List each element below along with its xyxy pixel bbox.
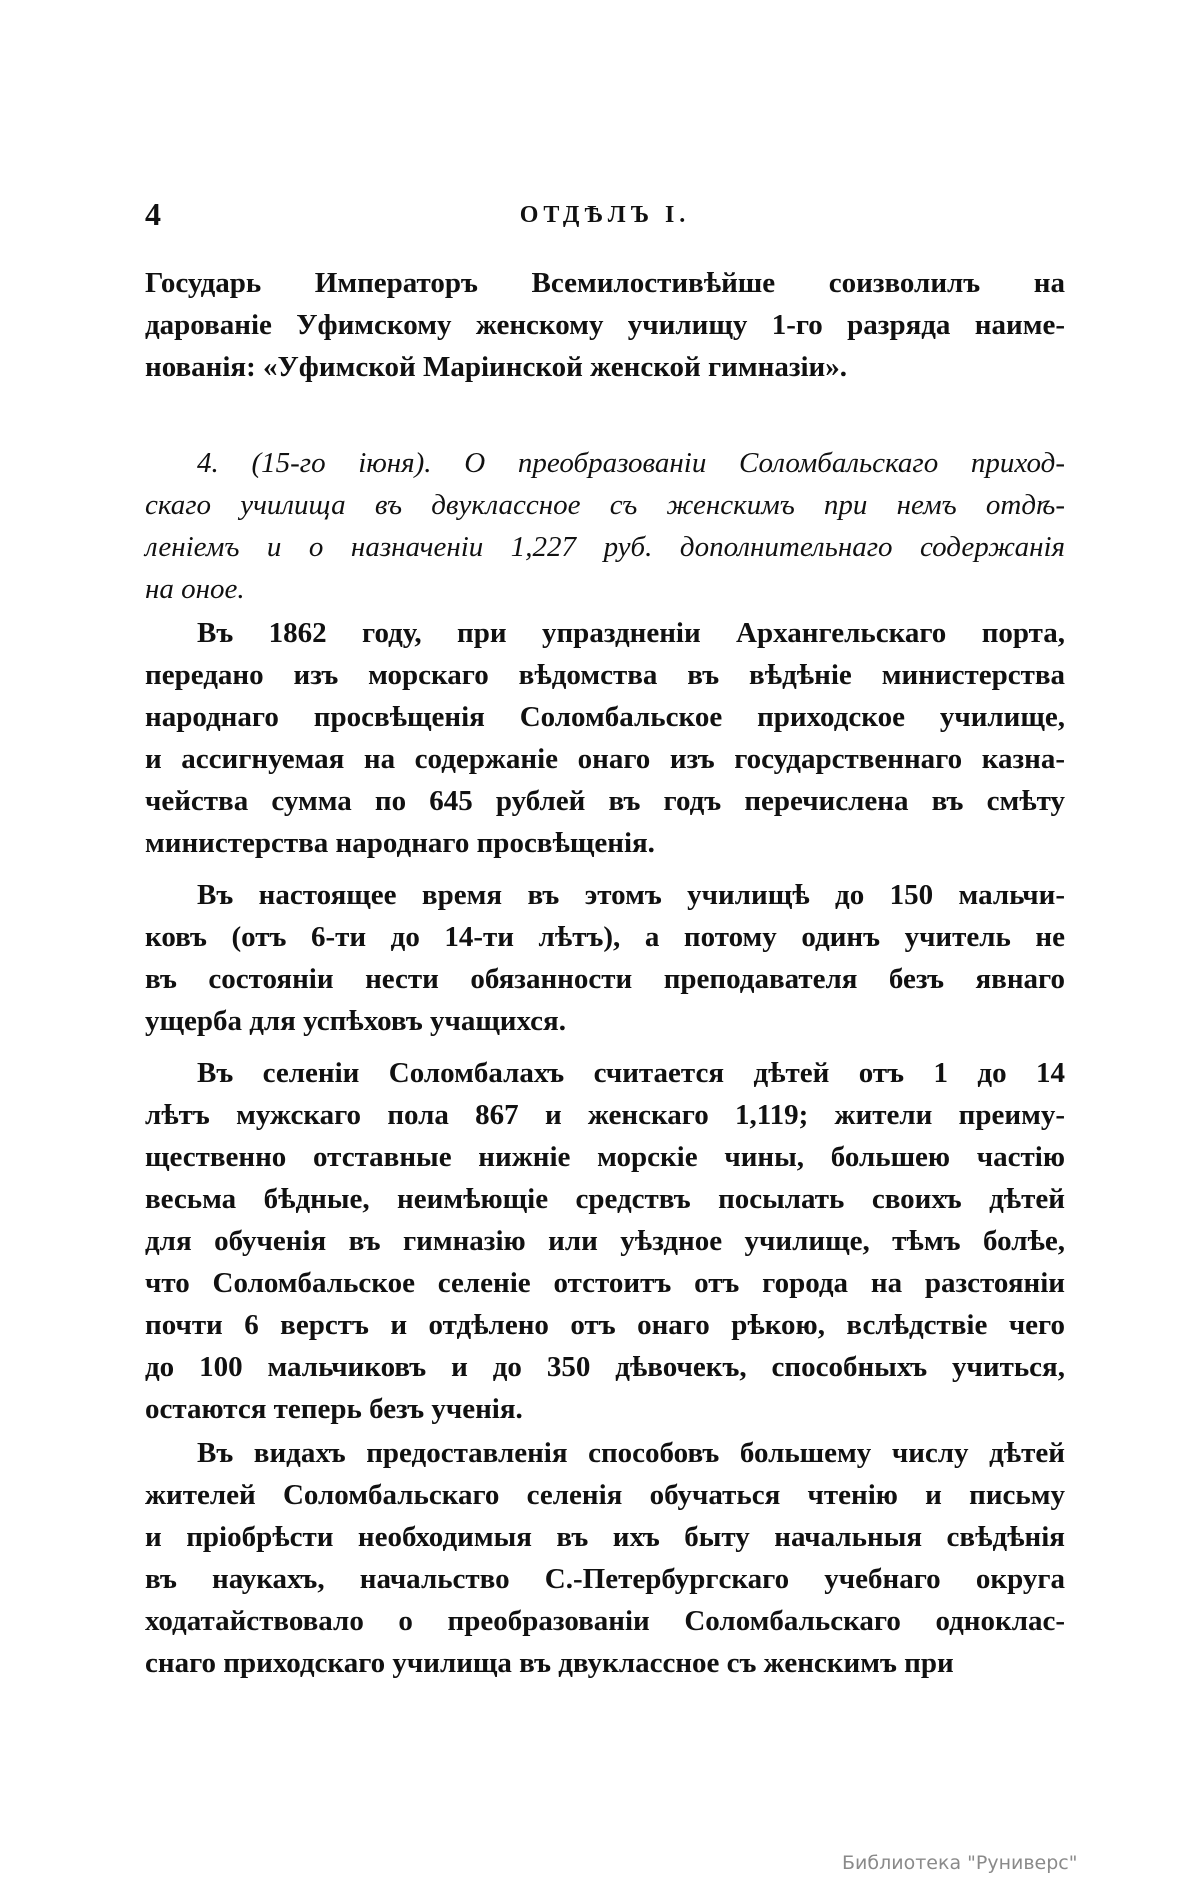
text-line: Въ селеніи Соломбалахъ считается дѣтей отъ 1 до 14	[197, 1057, 1065, 1089]
text-line: почти 6 верстъ и отдѣлено отъ онаго рѣкою, вслѣдствіе чего	[145, 1309, 1065, 1341]
paragraph-1862	[145, 612, 1065, 864]
text-line: въ наукахъ, начальство С.-Петербургскаго учебнаго округа	[145, 1563, 1065, 1595]
text-line: снаго приходскаго училища въ двуклассное съ женскимъ при	[145, 1647, 954, 1679]
text-line: чейства сумма по 645 рублей въ годъ перечислена въ смѣту	[145, 785, 1065, 817]
text-line: и ассигнуемая на содержаніе онаго изъ государственнаго казна-	[145, 743, 1065, 775]
text-line: министерства народнаго просвѣщенія.	[145, 827, 655, 859]
paragraph-present-time	[145, 874, 1065, 1042]
text-line: леніемъ и о назначеніи 1,227 руб. дополнительнаго содержанія	[145, 531, 1065, 563]
text-line: Въ настоящее время въ этомъ училищѣ до 150 мальчи-	[197, 879, 1065, 911]
text-line: 4. (15-го іюня). О преобразованіи Соломбальскаго приход-	[197, 447, 1065, 479]
text-line: дарованіе Уфимскому женскому училищу 1-го разряда наиме-	[145, 309, 1065, 341]
text-line: скаго училища въ двуклассное съ женскимъ при немъ отдѣ-	[145, 489, 1065, 521]
text-line: ковъ (отъ 6-ти до 14-ти лѣтъ), а потому одинъ учитель не	[145, 921, 1065, 953]
text-line: для обученія въ гимназію или уѣздное училище, тѣмъ болѣе,	[145, 1225, 1065, 1257]
page-number: 4	[145, 196, 161, 232]
text-line: въ состояніи нести обязанности преподавателя безъ явнаго	[145, 963, 1065, 995]
library-watermark: Библиотека "Руниверс"	[842, 1852, 1078, 1874]
text-line: ущерба для успѣховъ учащихся.	[145, 1005, 566, 1037]
text-line: что Соломбальское селеніе отстоитъ отъ города на разстояніи	[145, 1267, 1065, 1299]
text-line: жителей Соломбальскаго селенія обучаться чтенію и письму	[145, 1479, 1065, 1511]
text-line: Государь Императоръ Всемилостивѣйше соизволилъ на	[145, 267, 1065, 299]
text-line: на оное.	[145, 573, 245, 605]
text-line: народнаго просвѣщенія Соломбальское приходское училище,	[145, 701, 1065, 733]
text-line: до 100 мальчиковъ и до 350 дѣвочекъ, способныхъ учиться,	[145, 1351, 1065, 1383]
text-line: щественно отставные нижніе морскіе чины, большею частію	[145, 1141, 1065, 1173]
text-line: лѣтъ мужскаго пола 867 и женскаго 1,119; жители преиму-	[145, 1099, 1065, 1131]
text-line: Въ видахъ предоставленія способовъ большему числу дѣтей	[197, 1437, 1065, 1469]
text-line: и пріобрѣсти необходимыя въ ихъ быту начальныя свѣдѣнія	[145, 1521, 1065, 1553]
text-line: передано изъ морскаго вѣдомства въ вѣдѣніе министерства	[145, 659, 1065, 691]
page-header	[145, 196, 1065, 236]
paragraph-petition	[145, 1432, 1065, 1684]
paragraph-solombala-children	[145, 1052, 1065, 1430]
paragraph-imperial-decree	[145, 262, 1065, 388]
text-line: ходатайствовало о преобразованіи Соломбальскаго однoклас-	[145, 1605, 1065, 1637]
section-heading-item-4	[145, 442, 1065, 610]
text-line: весьма бѣдные, неимѣющіе средствъ посылать своихъ дѣтей	[145, 1183, 1065, 1215]
text-line: Въ 1862 году, при упраздненіи Архангельскаго порта,	[197, 617, 1065, 649]
running-title: ОТДѢЛЪ I.	[519, 202, 691, 228]
text-line: остаются теперь безъ ученія.	[145, 1393, 523, 1425]
text-line: нованія: «Уфимской Маріинской женской гимназіи».	[145, 351, 848, 383]
